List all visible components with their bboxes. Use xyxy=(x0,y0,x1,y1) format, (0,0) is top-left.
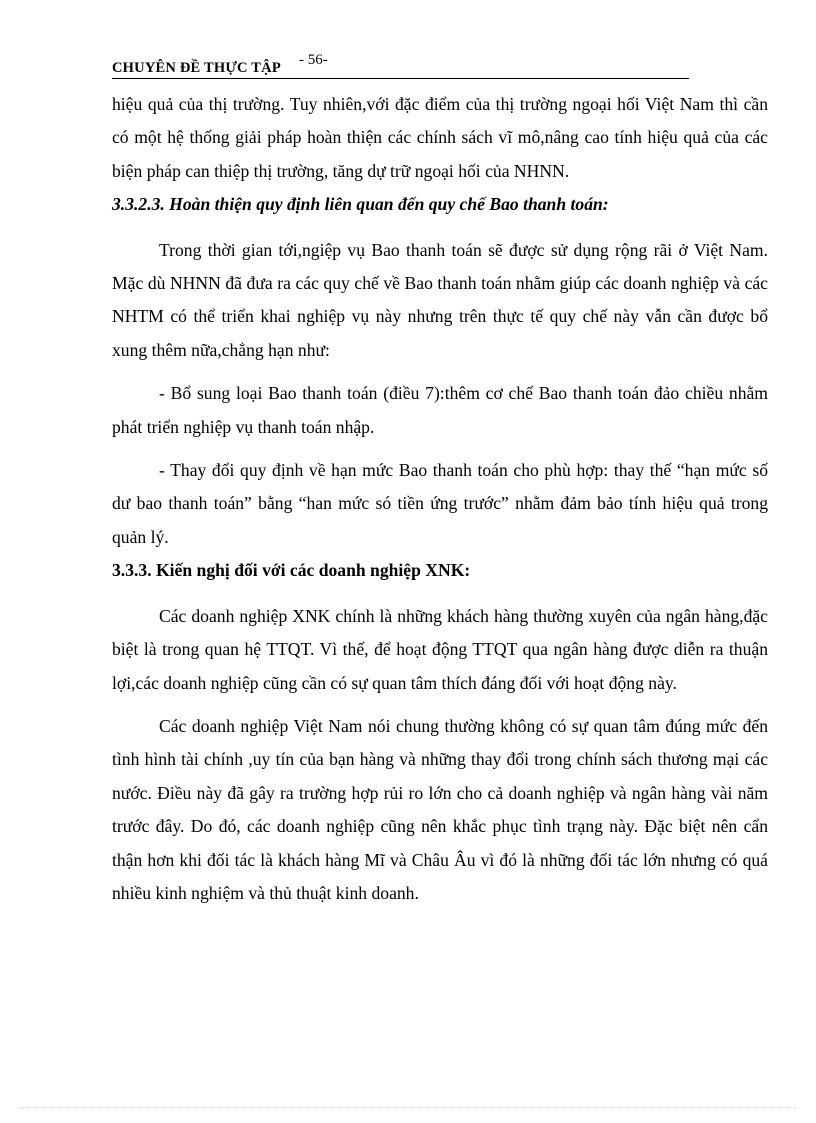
header-title: CHUYÊN ĐỀ THỰC TẬP xyxy=(112,60,281,76)
paragraph-vietnam-enterprises: Các doanh nghiệp Việt Nam nói chung thường không có sự quan tâm đúng mức đến tình hình tài chính ,uy tín của bạn hàng và những thay đổi trong chính sách thương mại các nước. Điều này đã gây ra trường hợp rủi ro lớn cho cả doanh nghiệp và ngân hàng vài năm trước đây. Do đó, các doanh nghiệp cũng nên khắc phục tình trạng này. Đặc biệt nên cẩn thận hơn khi đối tác là khách hàng Mĩ và Châu Âu vì đó là những đối tác lớn nhưng có quá nhiều kinh nghiệm và thủ thuật kinh doanh. xyxy=(112,715,768,903)
paragraph-bullet-supplement: - Bổ sung loại Bao thanh toán (điều 7):thêm cơ chế Bao thanh toán đảo chiều nhằm phát triển nghiệp vụ thanh toán nhập. xyxy=(112,383,768,437)
document-body xyxy=(112,88,768,910)
section-heading-3-3-2-3: 3.3.2.3. Hoàn thiện quy định liên quan đến quy chế Bao thanh toán: xyxy=(112,194,609,215)
page-header xyxy=(112,52,689,79)
paragraph-continuation: hiệu quả của thị trường. Tuy nhiên,với đặc điểm của thị trường ngoại hối Việt Nam thì cần có một hệ thống giải pháp hoàn thiện các chính sách vĩ mô,nâng cao tính hiệu quả của các biện pháp can thiệp thị trường, tăng dự trữ ngoại hối của NHNN. xyxy=(112,94,768,181)
section-heading-3-3-3: 3.3.3. Kiến nghị đối với các doanh nghiệp XNK: xyxy=(112,560,471,581)
paragraph-factoring-intro: Trong thời gian tới,ngiệp vụ Bao thanh toán sẽ được sử dụng rộng rãi ở Việt Nam. Mặc dù NHNN đã đưa ra các quy chế về Bao thanh toán nhằm giúp các doanh nghiệp và các NHTM có thể triển khai nghiệp vụ này nhưng trên thực tế quy chế này vẫn cần được bổ xung thêm nữa,chẳng hạn như: xyxy=(112,239,768,360)
page-number: - 56- xyxy=(299,52,328,68)
page-bottom-divider xyxy=(20,1107,796,1108)
paragraph-xnk-enterprises: Các doanh nghiệp XNK chính là những khách hàng thường xuyên của ngân hàng,đặc biệt là trong quan hệ TTQT. Vì thế, để hoạt động TTQT qua ngân hàng được diễn ra thuận lợi,các doanh nghiệp cũng cần có sự quan tâm thích đáng đối với hoạt động này. xyxy=(112,605,768,693)
paragraph-bullet-limit: - Thay đổi quy định về hạn mức Bao thanh toán cho phù hợp: thay thế “hạn mức số dư bao thanh toán” bằng “han mức só tiền ứng trước” nhằm đảm bảo tính hiệu quả trong quản lý. xyxy=(112,460,768,547)
